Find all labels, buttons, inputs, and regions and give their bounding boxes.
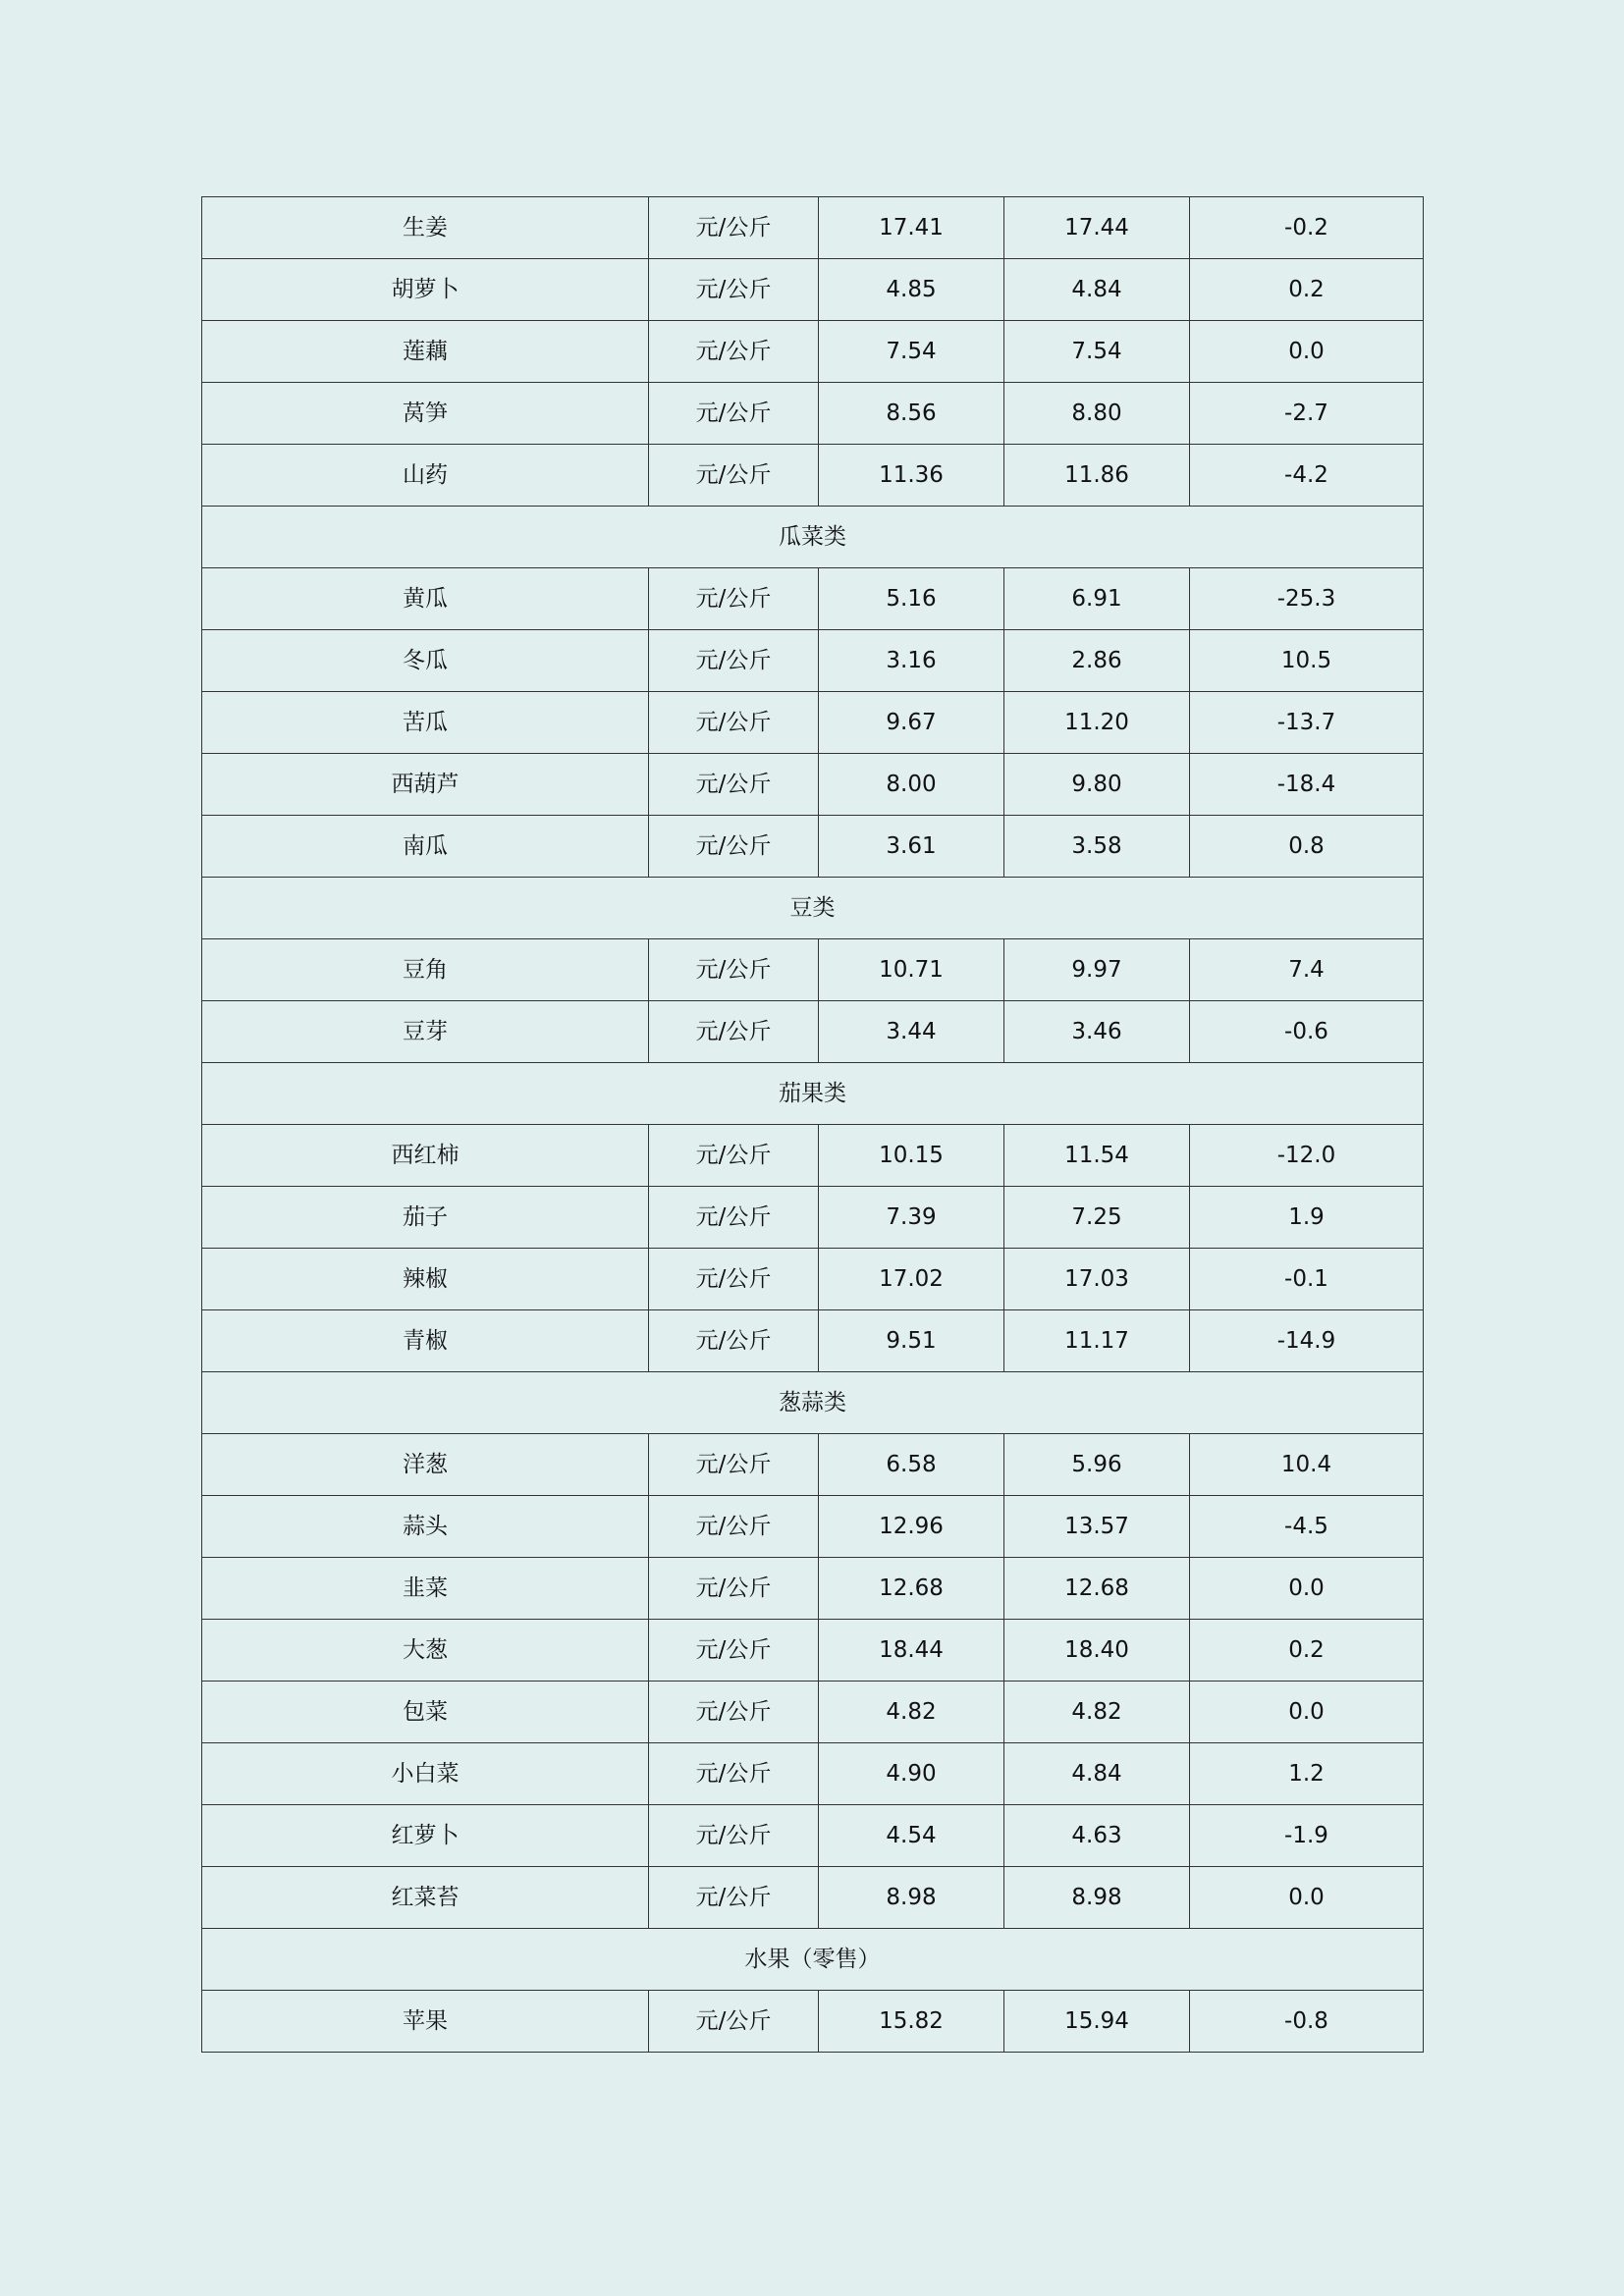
previous-price-cell: 12.68 [1004,1558,1190,1620]
table-row [202,1249,1424,1310]
table-row [202,1805,1424,1867]
price-table [201,196,1424,2053]
table-row [202,445,1424,507]
unit-cell: 元/公斤 [649,445,819,507]
previous-price-cell: 7.54 [1004,321,1190,383]
previous-price-cell: 11.86 [1004,445,1190,507]
current-price-cell: 9.51 [819,1310,1004,1372]
item-name-cell: 西葫芦 [202,754,649,816]
unit-cell: 元/公斤 [649,568,819,630]
table-row [202,1867,1424,1929]
table-row [202,816,1424,878]
unit-cell: 元/公斤 [649,1991,819,2053]
category-row [202,507,1424,568]
unit-cell: 元/公斤 [649,1187,819,1249]
change-percent-cell: 0.0 [1190,321,1424,383]
table-row [202,568,1424,630]
category-label: 水果（零售） [202,1929,1424,1991]
change-percent-cell: -0.8 [1190,1991,1424,2053]
previous-price-cell: 11.54 [1004,1125,1190,1187]
table-row [202,1496,1424,1558]
item-name-cell: 西红柿 [202,1125,649,1187]
change-percent-cell: 7.4 [1190,939,1424,1001]
previous-price-cell: 5.96 [1004,1434,1190,1496]
item-name-cell: 包菜 [202,1682,649,1743]
change-percent-cell: -25.3 [1190,568,1424,630]
unit-cell: 元/公斤 [649,816,819,878]
previous-price-cell: 3.46 [1004,1001,1190,1063]
change-percent-cell: 0.8 [1190,816,1424,878]
category-label: 茄果类 [202,1063,1424,1125]
item-name-cell: 黄瓜 [202,568,649,630]
table-row [202,1558,1424,1620]
unit-cell: 元/公斤 [649,1743,819,1805]
change-percent-cell: -2.7 [1190,383,1424,445]
previous-price-cell: 9.80 [1004,754,1190,816]
change-percent-cell: -12.0 [1190,1125,1424,1187]
category-row [202,878,1424,939]
change-percent-cell: 0.0 [1190,1867,1424,1929]
previous-price-cell: 9.97 [1004,939,1190,1001]
item-name-cell: 红萝卜 [202,1805,649,1867]
current-price-cell: 8.56 [819,383,1004,445]
item-name-cell: 豆角 [202,939,649,1001]
current-price-cell: 4.82 [819,1682,1004,1743]
previous-price-cell: 4.84 [1004,1743,1190,1805]
table-row [202,1187,1424,1249]
table-row [202,1682,1424,1743]
unit-cell: 元/公斤 [649,1620,819,1682]
change-percent-cell: -1.9 [1190,1805,1424,1867]
current-price-cell: 4.54 [819,1805,1004,1867]
previous-price-cell: 17.44 [1004,197,1190,259]
unit-cell: 元/公斤 [649,1682,819,1743]
table-row [202,383,1424,445]
current-price-cell: 10.71 [819,939,1004,1001]
change-percent-cell: 10.4 [1190,1434,1424,1496]
item-name-cell: 豆芽 [202,1001,649,1063]
table-row [202,630,1424,692]
table-row [202,197,1424,259]
current-price-cell: 12.96 [819,1496,1004,1558]
change-percent-cell: 0.0 [1190,1558,1424,1620]
table-row [202,754,1424,816]
current-price-cell: 9.67 [819,692,1004,754]
previous-price-cell: 4.84 [1004,259,1190,321]
unit-cell: 元/公斤 [649,1001,819,1063]
item-name-cell: 大葱 [202,1620,649,1682]
item-name-cell: 韭菜 [202,1558,649,1620]
unit-cell: 元/公斤 [649,1558,819,1620]
item-name-cell: 苦瓜 [202,692,649,754]
change-percent-cell: -13.7 [1190,692,1424,754]
previous-price-cell: 6.91 [1004,568,1190,630]
current-price-cell: 7.39 [819,1187,1004,1249]
category-label: 葱蒜类 [202,1372,1424,1434]
previous-price-cell: 17.03 [1004,1249,1190,1310]
previous-price-cell: 11.17 [1004,1310,1190,1372]
change-percent-cell: 0.2 [1190,1620,1424,1682]
change-percent-cell: 0.0 [1190,1682,1424,1743]
item-name-cell: 苹果 [202,1991,649,2053]
current-price-cell: 3.16 [819,630,1004,692]
previous-price-cell: 4.82 [1004,1682,1190,1743]
table-row [202,321,1424,383]
category-row [202,1929,1424,1991]
current-price-cell: 15.82 [819,1991,1004,2053]
unit-cell: 元/公斤 [649,1496,819,1558]
previous-price-cell: 3.58 [1004,816,1190,878]
item-name-cell: 蒜头 [202,1496,649,1558]
item-name-cell: 茄子 [202,1187,649,1249]
unit-cell: 元/公斤 [649,630,819,692]
change-percent-cell: -4.2 [1190,445,1424,507]
previous-price-cell: 8.98 [1004,1867,1190,1929]
item-name-cell: 南瓜 [202,816,649,878]
category-label: 豆类 [202,878,1424,939]
unit-cell: 元/公斤 [649,1125,819,1187]
change-percent-cell: 1.2 [1190,1743,1424,1805]
current-price-cell: 7.54 [819,321,1004,383]
unit-cell: 元/公斤 [649,197,819,259]
unit-cell: 元/公斤 [649,1867,819,1929]
table-row [202,939,1424,1001]
item-name-cell: 青椒 [202,1310,649,1372]
change-percent-cell: -18.4 [1190,754,1424,816]
item-name-cell: 山药 [202,445,649,507]
item-name-cell: 辣椒 [202,1249,649,1310]
table-row [202,1620,1424,1682]
change-percent-cell: 0.2 [1190,259,1424,321]
previous-price-cell: 8.80 [1004,383,1190,445]
previous-price-cell: 11.20 [1004,692,1190,754]
current-price-cell: 4.90 [819,1743,1004,1805]
previous-price-cell: 18.40 [1004,1620,1190,1682]
unit-cell: 元/公斤 [649,1310,819,1372]
change-percent-cell: -14.9 [1190,1310,1424,1372]
unit-cell: 元/公斤 [649,1805,819,1867]
item-name-cell: 生姜 [202,197,649,259]
table-row [202,692,1424,754]
current-price-cell: 8.00 [819,754,1004,816]
change-percent-cell: -0.6 [1190,1001,1424,1063]
current-price-cell: 17.41 [819,197,1004,259]
previous-price-cell: 7.25 [1004,1187,1190,1249]
item-name-cell: 冬瓜 [202,630,649,692]
current-price-cell: 11.36 [819,445,1004,507]
unit-cell: 元/公斤 [649,1249,819,1310]
current-price-cell: 8.98 [819,1867,1004,1929]
previous-price-cell: 4.63 [1004,1805,1190,1867]
previous-price-cell: 13.57 [1004,1496,1190,1558]
current-price-cell: 3.44 [819,1001,1004,1063]
current-price-cell: 4.85 [819,259,1004,321]
table-row [202,1434,1424,1496]
unit-cell: 元/公斤 [649,1434,819,1496]
item-name-cell: 胡萝卜 [202,259,649,321]
table-row [202,1991,1424,2053]
change-percent-cell: 10.5 [1190,630,1424,692]
item-name-cell: 莴笋 [202,383,649,445]
item-name-cell: 小白菜 [202,1743,649,1805]
table-row [202,1743,1424,1805]
category-row [202,1063,1424,1125]
category-label: 瓜菜类 [202,507,1424,568]
table-row [202,1125,1424,1187]
category-row [202,1372,1424,1434]
previous-price-cell: 2.86 [1004,630,1190,692]
current-price-cell: 17.02 [819,1249,1004,1310]
table-row [202,259,1424,321]
unit-cell: 元/公斤 [649,692,819,754]
current-price-cell: 12.68 [819,1558,1004,1620]
current-price-cell: 10.15 [819,1125,1004,1187]
unit-cell: 元/公斤 [649,259,819,321]
unit-cell: 元/公斤 [649,321,819,383]
change-percent-cell: 1.9 [1190,1187,1424,1249]
current-price-cell: 6.58 [819,1434,1004,1496]
current-price-cell: 18.44 [819,1620,1004,1682]
change-percent-cell: -0.1 [1190,1249,1424,1310]
change-percent-cell: -0.2 [1190,197,1424,259]
unit-cell: 元/公斤 [649,754,819,816]
current-price-cell: 3.61 [819,816,1004,878]
unit-cell: 元/公斤 [649,383,819,445]
table-row [202,1001,1424,1063]
previous-price-cell: 15.94 [1004,1991,1190,2053]
item-name-cell: 莲藕 [202,321,649,383]
current-price-cell: 5.16 [819,568,1004,630]
unit-cell: 元/公斤 [649,939,819,1001]
table-body [202,197,1424,2053]
table-row [202,1310,1424,1372]
change-percent-cell: -4.5 [1190,1496,1424,1558]
item-name-cell: 红菜苔 [202,1867,649,1929]
item-name-cell: 洋葱 [202,1434,649,1496]
